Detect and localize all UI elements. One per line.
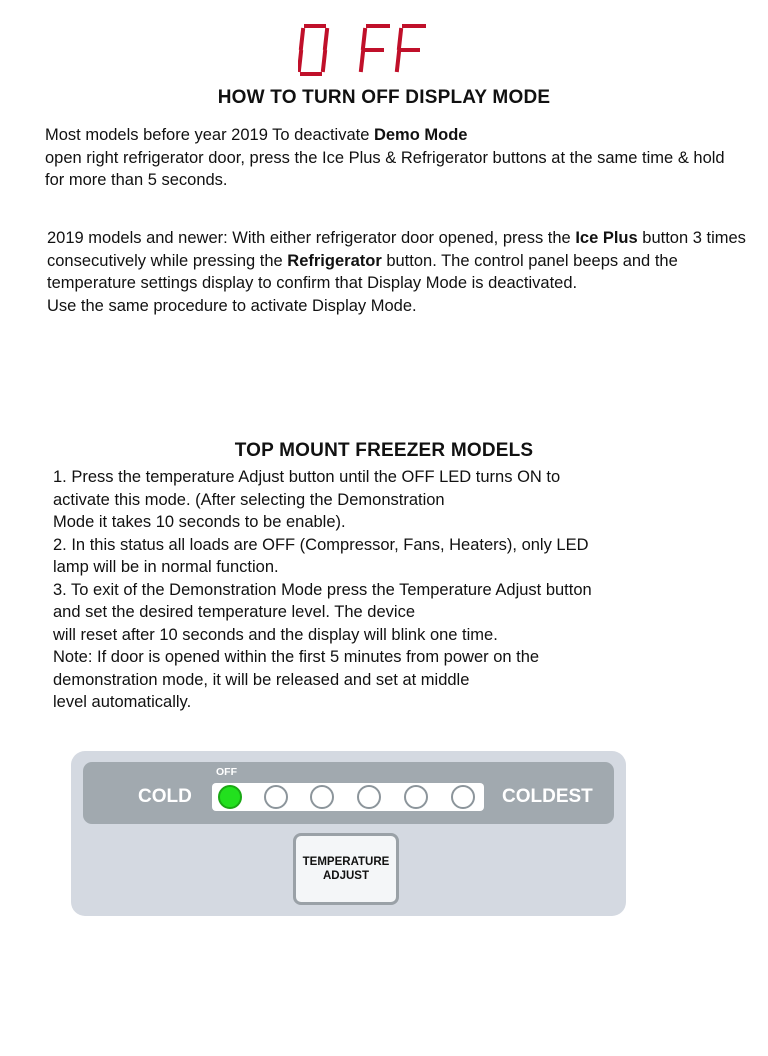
- off-label: OFF: [216, 766, 237, 778]
- seven-segment-display: [298, 22, 438, 78]
- section-title-display-mode: HOW TO TURN OFF DISPLAY MODE: [217, 87, 551, 108]
- led-strip: [212, 783, 484, 811]
- paragraph-2019-newer: 2019 models and newer: With either refrigerator door opened, press the Ice Plus button 3 times consecutively while pressing the Refrigerator button. The control panel beeps and the temperature settings display to confirm that Display Mode is deactivated. Use the same procedure to activate Display Mode.: [47, 229, 746, 315]
- temperature-bar: [83, 762, 614, 824]
- control-panel: [71, 751, 626, 916]
- led-indicator: [357, 785, 381, 809]
- led-indicator: [404, 785, 428, 809]
- cold-label: COLD: [138, 786, 192, 807]
- led-indicator: [264, 785, 288, 809]
- top-mount-instructions: 1. Press the temperature Adjust button until the OFF LED turns ON to activate this mode. (After selecting the Demonstration Mode it takes 10 seconds to be enable). 2. In this status all loads are OFF (Compressor, Fans, Heaters), only LED lamp will be in normal function. 3. To exit of the Demonstration Mode press the Temperature Adjust button and set the desired temperature level. The device will reset after 10 seconds and the display will blink one time. Note: If door is opened within the first 5 minutes from power on the demonstration mode, it will be released and set at middle level automatically.: [53, 468, 592, 711]
- led-indicator: [451, 785, 475, 809]
- coldest-label: COLDEST: [502, 786, 593, 807]
- led-indicator: [310, 785, 334, 809]
- temperature-adjust-button[interactable]: TEMPERATURE ADJUST: [293, 833, 399, 905]
- section-title-top-mount: TOP MOUNT FREEZER MODELS: [234, 440, 534, 461]
- led-indicator-on: [218, 785, 242, 809]
- paragraph-pre-2019: Most models before year 2019 To deactivate Demo Mode open right refrigerator door, press the Ice Plus & Refrigerator buttons at the same time & hold for more than 5 seconds.: [45, 126, 725, 189]
